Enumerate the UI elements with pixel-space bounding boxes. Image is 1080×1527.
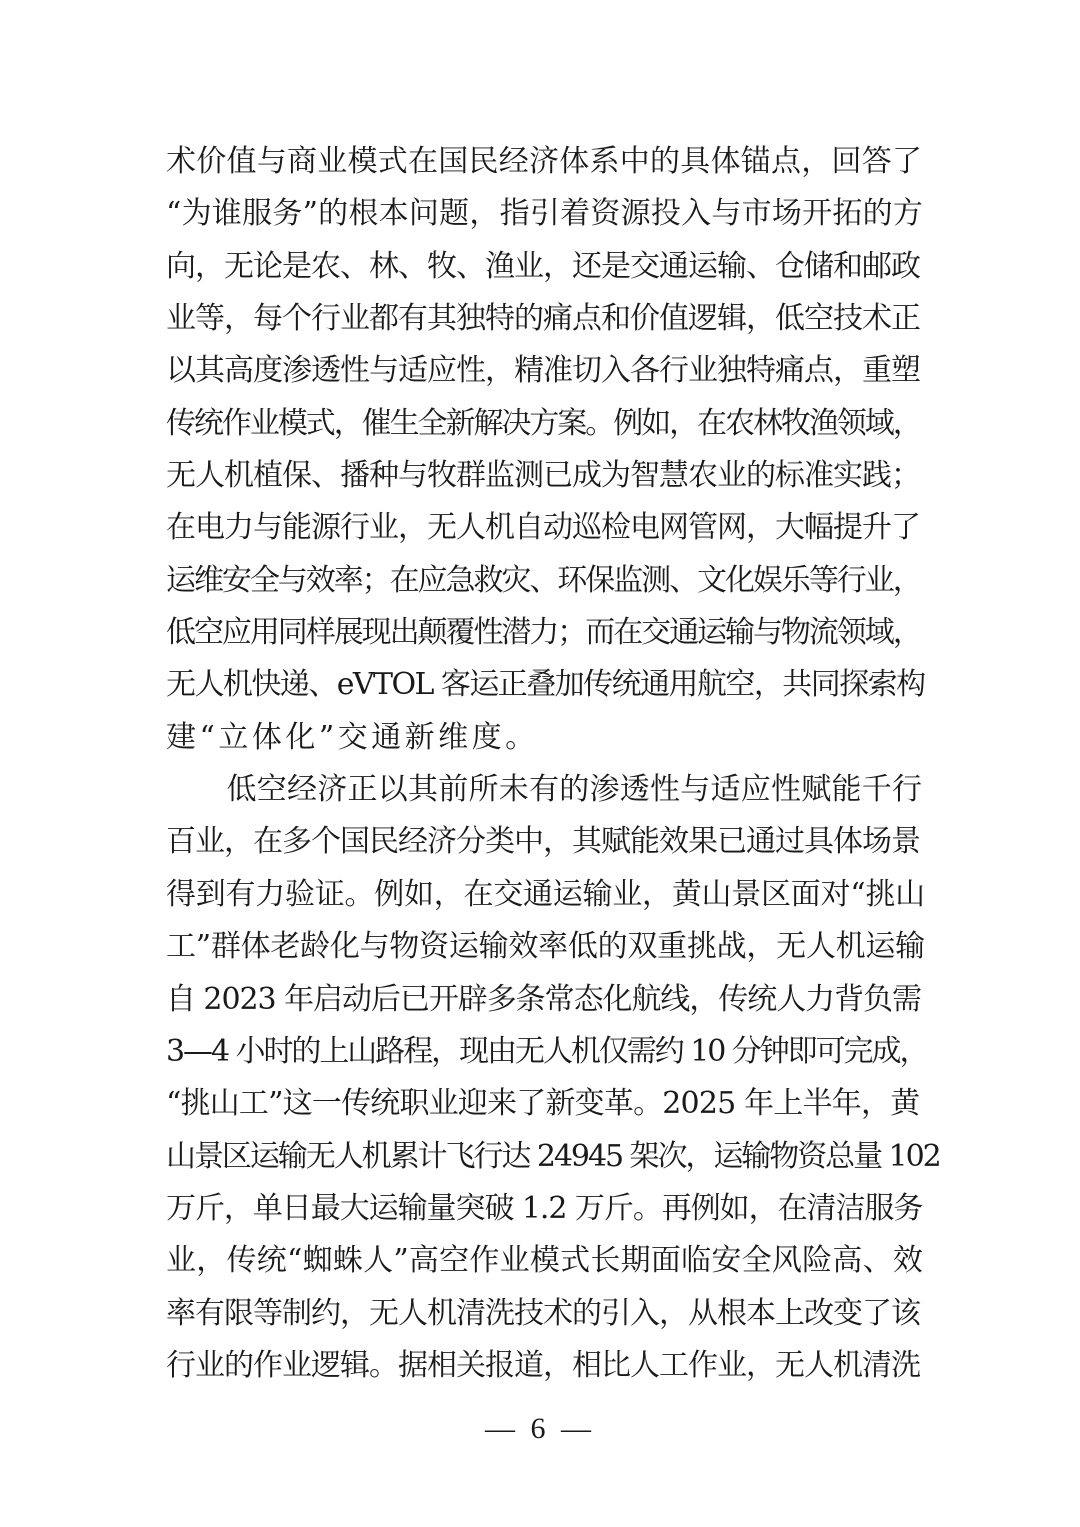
text-line: 向，无论是农、林、牧、渔业，还是交通运输、仓储和邮政 xyxy=(166,248,920,284)
text-line: “为谁服务”的根本问题，指引着资源投入与市场开拓的方 xyxy=(166,196,924,232)
text-line: 自 2023 年启动后已开辟多条常态化航线，传统人力背负需 xyxy=(166,981,921,1017)
text-line: 3—4 小时的上山路程，现由无人机仅需约 10 分钟即可完成， xyxy=(166,1033,928,1069)
page-number: — 6 — xyxy=(485,1412,595,1445)
text-line: 山景区运输无人机累计飞行达 24945 架次，运输物资总量 102 xyxy=(166,1138,940,1174)
text-line: 得到有力验证。例如，在交通运输业，黄山景区面对“挑山 xyxy=(166,876,925,912)
text-line: 以其高度渗透性与适应性，精准切入各行业独特痛点，重塑 xyxy=(166,353,920,389)
text-line: 无人机植保、播种与牧群监测已成为智慧农业的标准实践； xyxy=(166,458,920,494)
text-line: 无人机快递、eVTOL 客运正叠加传统通用航空，共同探索构 xyxy=(166,667,925,703)
text-line: “挑山工”这一传统职业迎来了新变革。2025 年上半年，黄 xyxy=(166,1086,920,1122)
text-line: 建“立体化”交通新维度。 xyxy=(166,719,539,755)
text-line: 百业，在多个国民经济分类中，其赋能效果已通过具体场景 xyxy=(166,824,920,860)
text-line: 低空应用同样展现出颠覆性潜力；而在交通运输与物流领域， xyxy=(166,615,921,651)
text-line: 工”群体老龄化与物资运输效率低的双重挑战，无人机运输 xyxy=(166,929,925,965)
text-line: 行业的作业逻辑。据相关报道，相比人工作业，无人机清洗 xyxy=(166,1347,920,1383)
text-line: 在电力与能源行业，无人机自动巡检电网管网，大幅提升了 xyxy=(166,510,920,546)
text-line: 万斤，单日最大运输量突破 1.2 万斤。再例如，在清洁服务 xyxy=(166,1190,923,1226)
text-line: 业等，每个行业都有其独特的痛点和价值逻辑，低空技术正 xyxy=(166,301,920,337)
body-text xyxy=(166,136,940,1392)
text-line: 运维安全与效率；在应急救灾、环保监测、文化娱乐等行业， xyxy=(166,562,921,598)
text-line: 率有限等制约，无人机清洗技术的引入，从根本上改变了该 xyxy=(166,1295,920,1331)
text-line: 术价值与商业模式在国民经济体系中的具体锚点，回答了 xyxy=(166,144,923,179)
paragraph-start-line: 低空经济正以其前所未有的渗透性与适应性赋能千行 xyxy=(166,772,923,808)
text-line: 业，传统“蜘蛛人”高空作业模式长期面临安全风险高、效 xyxy=(166,1243,924,1279)
text-line: 传统作业模式，催生全新解决方案。例如，在农林牧渔领域， xyxy=(166,405,921,441)
